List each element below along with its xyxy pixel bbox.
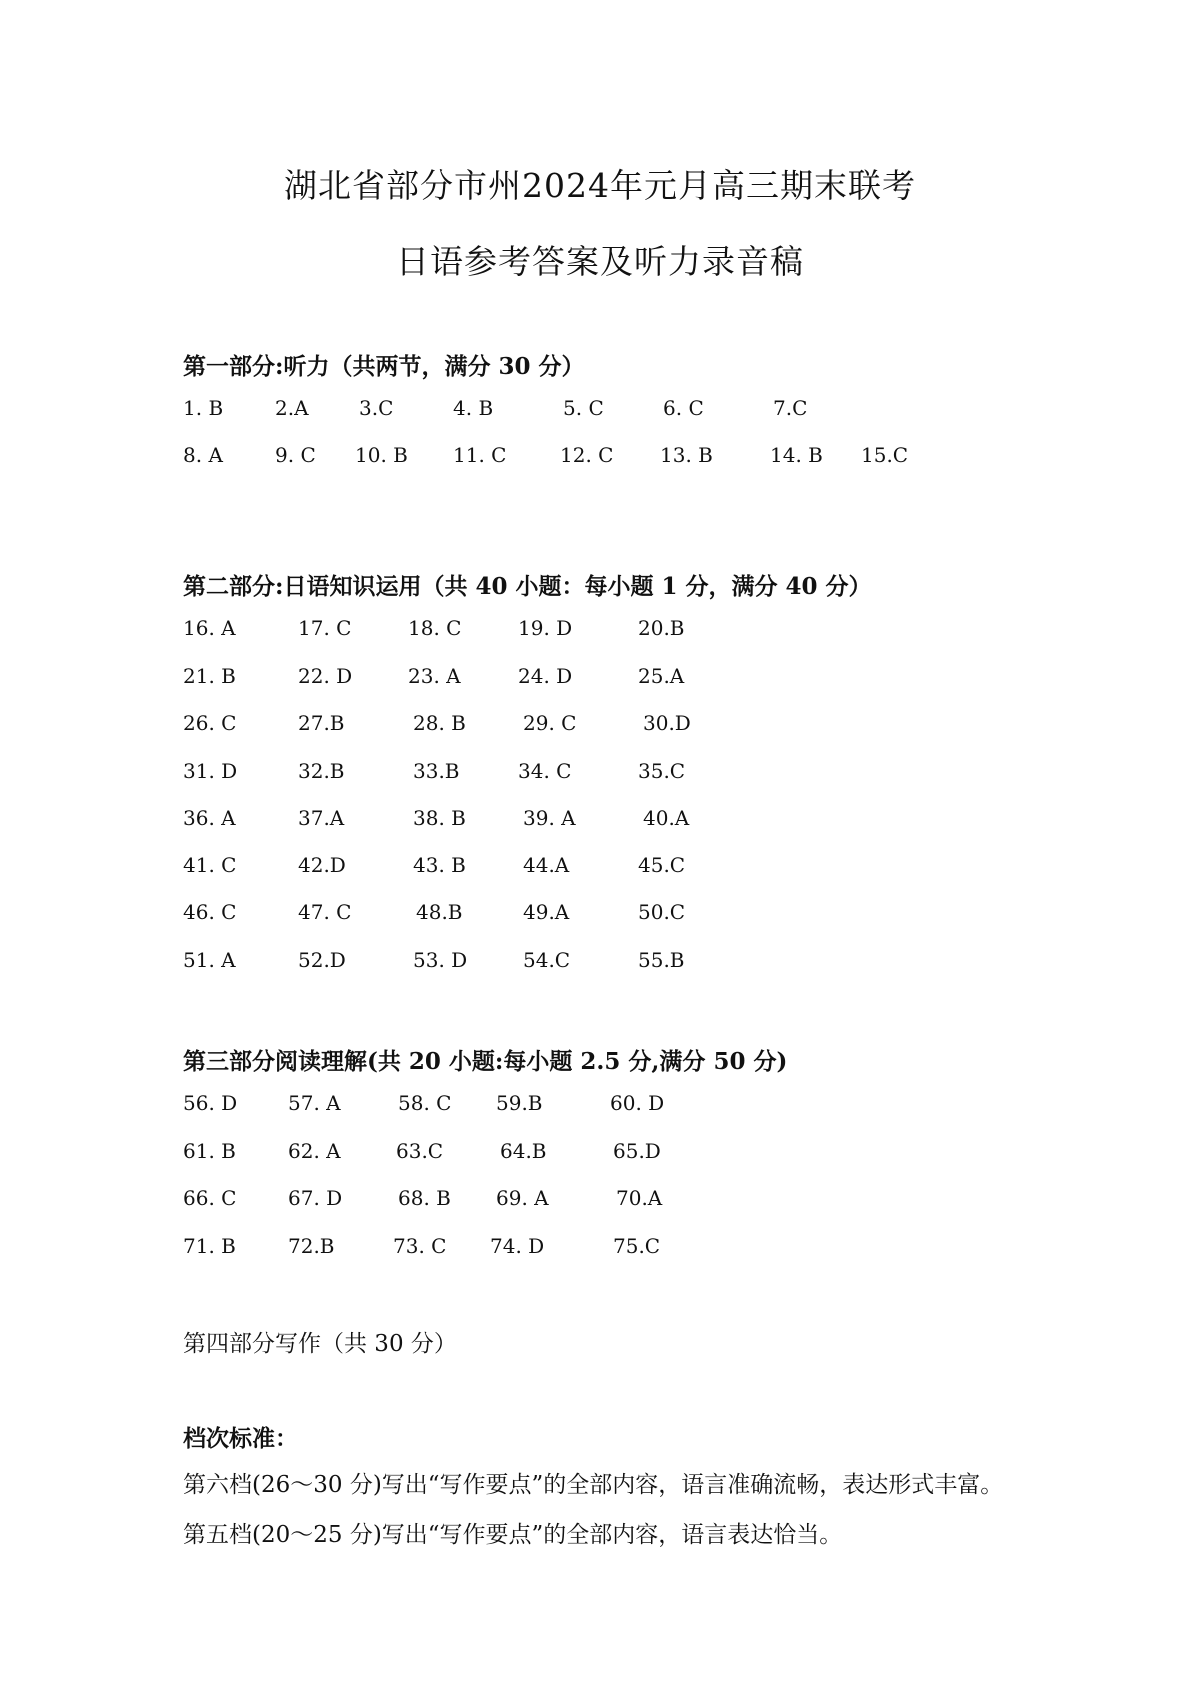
answer-item: 27.B bbox=[298, 711, 345, 735]
answer-item: 2.A bbox=[275, 396, 309, 420]
answer-item: 50.C bbox=[638, 900, 686, 924]
answer-item: 63.C bbox=[396, 1139, 444, 1163]
answer-item: 17. C bbox=[298, 616, 352, 640]
answer-item: 65.D bbox=[613, 1139, 661, 1163]
answer-item: 58. C bbox=[398, 1091, 452, 1115]
answer-item: 8. A bbox=[183, 443, 223, 467]
answer-item: 70.A bbox=[616, 1186, 663, 1210]
answer-item: 1. B bbox=[183, 396, 224, 420]
answer-item: 34. C bbox=[518, 759, 572, 783]
answer-item: 41. C bbox=[183, 853, 237, 877]
grading-line: 第五档(20～25 分)写出“写作要点”的全部内容，语言表达恰当。 bbox=[183, 1522, 843, 1548]
answer-item: 60. D bbox=[610, 1091, 665, 1115]
answer-item: 51. A bbox=[183, 948, 236, 972]
answer-item: 74. D bbox=[490, 1234, 545, 1258]
answer-item: 9. C bbox=[275, 443, 316, 467]
answer-item: 28. B bbox=[413, 711, 466, 735]
answer-item: 13. B bbox=[660, 443, 713, 467]
answer-item: 47. C bbox=[298, 900, 352, 924]
answer-item: 42.D bbox=[298, 853, 346, 877]
answer-item: 32.B bbox=[298, 759, 345, 783]
answer-item: 26. C bbox=[183, 711, 237, 735]
answer-item: 71. B bbox=[183, 1234, 236, 1258]
answer-item: 72.B bbox=[288, 1234, 335, 1258]
answer-item: 29. C bbox=[523, 711, 577, 735]
answer-item: 21. B bbox=[183, 664, 236, 688]
answer-item: 36. A bbox=[183, 806, 236, 830]
answer-item: 22. D bbox=[298, 664, 353, 688]
answer-item: 6. C bbox=[663, 396, 704, 420]
answer-item: 55.B bbox=[638, 948, 685, 972]
answer-item: 54.C bbox=[523, 948, 571, 972]
answer-item: 38. B bbox=[413, 806, 466, 830]
answer-item: 67. D bbox=[288, 1186, 343, 1210]
answer-item: 52.D bbox=[298, 948, 346, 972]
answer-item: 5. C bbox=[563, 396, 604, 420]
answer-item: 7.C bbox=[773, 396, 808, 420]
answer-item: 37.A bbox=[298, 806, 345, 830]
answer-item: 73. C bbox=[393, 1234, 447, 1258]
answer-item: 33.B bbox=[413, 759, 460, 783]
answer-item: 75.C bbox=[613, 1234, 661, 1258]
answer-item: 16. A bbox=[183, 616, 236, 640]
answer-item: 57. A bbox=[288, 1091, 341, 1115]
answer-item: 20.B bbox=[638, 616, 685, 640]
grading-heading: 档次标准： bbox=[183, 1425, 298, 1452]
answer-item: 68. B bbox=[398, 1186, 451, 1210]
answer-item: 59.B bbox=[496, 1091, 543, 1115]
answer-item: 19. D bbox=[518, 616, 573, 640]
answer-item: 12. C bbox=[560, 443, 614, 467]
answer-item: 43. B bbox=[413, 853, 466, 877]
answer-item: 15.C bbox=[861, 443, 909, 467]
answer-item: 61. B bbox=[183, 1139, 236, 1163]
answer-item: 35.C bbox=[638, 759, 686, 783]
document-title: 湖北省部分市州2024年元月高三期末联考 bbox=[284, 166, 916, 205]
section-heading-reading: 第三部分阅读理解(共 20 小题:每小题 2.5 分,满分 50 分) bbox=[183, 1048, 788, 1075]
section-heading-knowledge: 第二部分:日语知识运用（共 40 小题：每小题 1 分，满分 40 分） bbox=[183, 573, 872, 600]
answer-item: 48.B bbox=[416, 900, 463, 924]
answer-item: 23. A bbox=[408, 664, 461, 688]
answer-item: 3.C bbox=[359, 396, 394, 420]
answer-item: 40.A bbox=[643, 806, 690, 830]
answer-item: 64.B bbox=[500, 1139, 547, 1163]
answer-item: 56. D bbox=[183, 1091, 238, 1115]
answer-item: 62. A bbox=[288, 1139, 341, 1163]
answer-item: 69. A bbox=[496, 1186, 549, 1210]
answer-item: 11. C bbox=[453, 443, 507, 467]
section-heading-listening: 第一部分:听力（共两节，满分 30 分） bbox=[183, 353, 585, 380]
answer-item: 24. D bbox=[518, 664, 573, 688]
answer-item: 66. C bbox=[183, 1186, 237, 1210]
answer-item: 31. D bbox=[183, 759, 238, 783]
answer-item: 49.A bbox=[523, 900, 570, 924]
answer-item: 44.A bbox=[523, 853, 570, 877]
answer-item: 4. B bbox=[453, 396, 494, 420]
document-subtitle: 日语参考答案及听力录音稿 bbox=[396, 242, 804, 281]
answer-item: 10. B bbox=[355, 443, 408, 467]
grading-line: 第六档(26～30 分)写出“写作要点”的全部内容，语言准确流畅，表达形式丰富。 bbox=[183, 1472, 1004, 1498]
answer-item: 39. A bbox=[523, 806, 576, 830]
answer-item: 45.C bbox=[638, 853, 686, 877]
answer-item: 25.A bbox=[638, 664, 685, 688]
answer-item: 53. D bbox=[413, 948, 468, 972]
answer-item: 46. C bbox=[183, 900, 237, 924]
answer-item: 18. C bbox=[408, 616, 462, 640]
section-heading-writing: 第四部分写作（共 30 分） bbox=[183, 1331, 457, 1357]
answer-item: 30.D bbox=[643, 711, 691, 735]
answer-item: 14. B bbox=[770, 443, 823, 467]
